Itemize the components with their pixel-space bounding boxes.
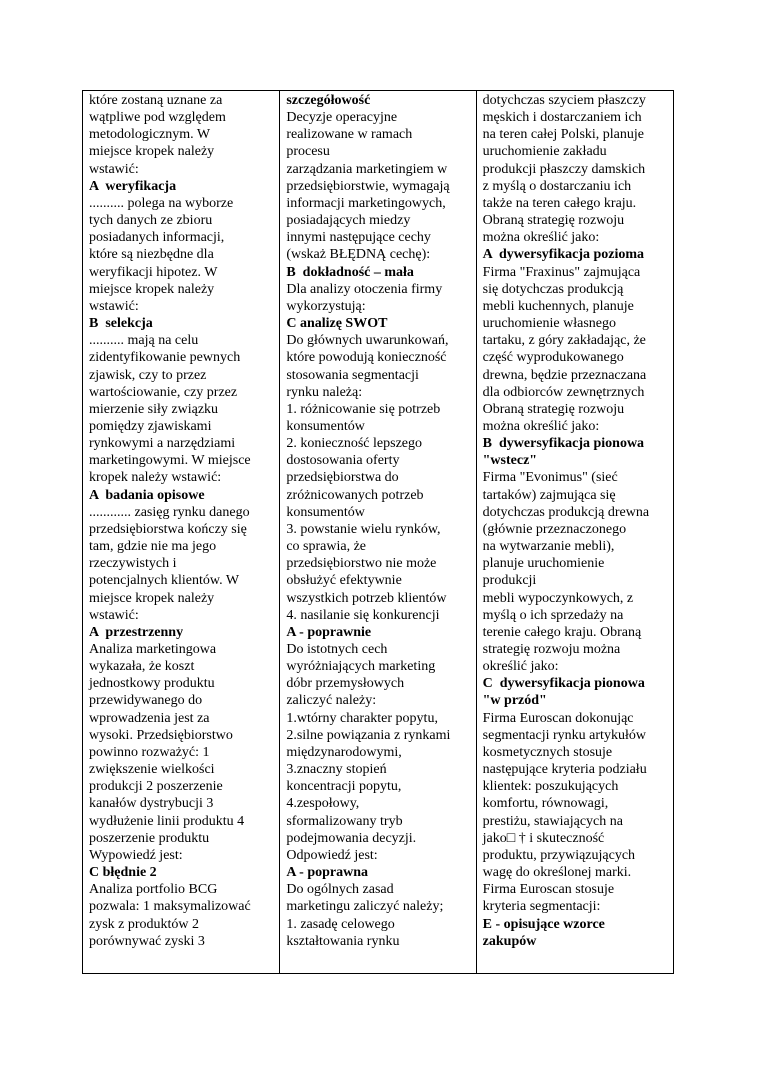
text-line: dotychczas produkcją drewna <box>482 504 650 520</box>
text-line: które są niezbędne dla <box>89 247 214 263</box>
text-line: wstawić: <box>89 161 139 177</box>
answer-line: B dywersyfikacja pionowa <box>482 436 645 452</box>
text-line: strategię rozwoju można <box>482 642 621 657</box>
text-line: obsłużyć efektywnie <box>286 573 402 589</box>
text-line: Obraną strategię rozwoju <box>482 401 625 417</box>
text-line: Odpowiedź jest: <box>286 847 378 863</box>
text-line: można określić jako: <box>482 418 600 434</box>
text-line: dóbr przemysłowych <box>286 676 405 692</box>
text-line: kosmetycznych stosuje <box>482 744 613 760</box>
answer-table <box>82 90 674 974</box>
text-line: 4. nasilanie się konkurencji <box>286 607 440 623</box>
table-column-3 <box>476 91 673 973</box>
text-line: powinno rozważyć: 1 <box>89 744 210 760</box>
text-line: produkcji 2 poszerzenie <box>89 779 223 795</box>
text-line: Firma "Fraxinus" zajmująca <box>482 264 641 280</box>
text-line: ............ zasięg rynku danego <box>89 504 250 520</box>
text-line: międzynarodowymi, <box>286 744 402 760</box>
text-line: porównywać zyski 3 <box>89 933 205 949</box>
text-line: wysoki. Przedsiębiorstwo <box>89 727 233 743</box>
text-line: .......... mają na celu <box>89 333 199 349</box>
table-column-2 <box>279 91 475 973</box>
text-line: miejsce kropek należy <box>89 590 215 606</box>
text-line: produkcji <box>482 573 537 589</box>
text-line: tartaku, z góry zakładając, że <box>482 333 646 349</box>
answer-line: "w przód" <box>482 693 547 709</box>
text-line: także na teren całego kraju. <box>482 195 637 211</box>
text-line: które powodują konieczność <box>286 350 447 366</box>
text-line: procesu <box>286 144 330 160</box>
text-line: miejsce kropek należy <box>89 281 215 297</box>
text-line: produktu, przywiązujących <box>482 847 636 863</box>
text-line: realizowane w ramach <box>286 127 413 143</box>
text-line: Dla analizy otoczenia firmy <box>286 281 443 297</box>
answer-line: C analizę SWOT <box>286 316 388 332</box>
text-line: 3.znaczny stopień <box>286 762 387 778</box>
text-line: marketingu zaliczyć należy; <box>286 899 444 915</box>
text-line: weryfikacji hipotez. W <box>89 264 218 280</box>
text-line: Obraną strategię rozwoju <box>482 213 625 229</box>
text-line: uruchomienie zakładu <box>482 144 607 160</box>
text-line: innymi następujące cechy <box>286 230 431 246</box>
text-line: Decyzje operacyjne <box>286 110 398 126</box>
text-line: męskich i dostarczaniem ich <box>482 110 642 126</box>
answer-line: szczegółowość <box>286 93 371 108</box>
text-line: zidentyfikowanie pewnych <box>89 350 241 366</box>
text-line: posiadanych informacji, <box>89 230 225 246</box>
text-line: przedsiębiorstwie, wymagają <box>286 178 450 194</box>
text-line: Do głównych uwarunkowań, <box>286 333 449 349</box>
answer-line: A dywersyfikacja pozioma <box>482 247 645 263</box>
answer-line: "wstecz" <box>482 453 538 469</box>
text-line: jednostkowy produktu <box>89 676 215 692</box>
text-line: dla odbiorców zewnętrznych <box>482 384 645 400</box>
text-line: dotychczas szyciem płaszczy <box>482 93 646 108</box>
text-line: zarządzania marketingiem w <box>286 161 448 177</box>
text-line: które zostaną uznane za <box>89 93 223 108</box>
text-line: klientek: poszukujących <box>482 779 619 795</box>
table-column-1 <box>83 91 279 973</box>
text-line: na wytwarzanie mebli), <box>482 539 615 555</box>
text-line: Firma Euroscan stosuje <box>482 882 615 898</box>
text-line: (wskaż BŁĘDNĄ cechę): <box>286 247 431 263</box>
text-line: określić jako: <box>482 659 559 675</box>
text-line: rynkowymi a narzędziami <box>89 436 236 452</box>
text-line: się dotychczas produkcją <box>482 281 624 297</box>
answer-line: A - poprawna <box>286 865 369 881</box>
text-line: wstawić: <box>89 607 139 623</box>
text-line: produkcji płaszczy damskich <box>482 161 646 177</box>
text-line: przedsiębiorstwa do <box>286 470 399 486</box>
text-line: wątpliwe pod względem <box>89 110 226 126</box>
text-line: wprowadzenia jest za <box>89 710 210 726</box>
text-line: prestiżu, stawiających na <box>482 813 623 829</box>
answer-line: E - opisujące wzorce <box>482 916 605 932</box>
text-line: przewidywanego do <box>89 693 203 709</box>
text-line: przedsiębiorstwa kończy się <box>89 521 247 537</box>
text-line: 1. różnicowanie się potrzeb <box>286 401 441 417</box>
answer-line: B dokładność – mała <box>286 264 414 280</box>
text-line: co sprawia, że <box>286 539 367 555</box>
text-line: planuje uruchomienie <box>482 556 605 572</box>
text-line: wagę do określonej marki. <box>482 865 632 881</box>
text-line: przedsiębiorstwo nie może <box>286 556 437 572</box>
text-line: Firma "Evonimus" (sieć <box>482 470 618 486</box>
text-line: mierzenie siły związku <box>89 401 219 417</box>
text-line: wyróżniających marketing <box>286 659 436 675</box>
text-line: 3. powstanie wielu rynków, <box>286 521 441 537</box>
text-line: rynku należą: <box>286 384 363 400</box>
text-line: pozwala: 1 maksymalizować <box>89 899 251 915</box>
answer-line: A badania opisowe <box>89 487 205 503</box>
text-line: z myślą o dostarczaniu ich <box>482 178 632 194</box>
text-line: komfortu, równowagi, <box>482 796 609 812</box>
text-line: wykazała, że koszt <box>89 659 195 675</box>
text-line: konsumentów <box>286 504 365 520</box>
text-line: kropek należy wstawić: <box>89 470 222 486</box>
text-line: następujące kryteria podziału <box>482 762 647 778</box>
answer-line: B selekcja <box>89 316 153 332</box>
text-line: na teren całej Polski, planuje <box>482 127 644 143</box>
text-line: jako□ † i skuteczność <box>482 830 605 846</box>
text-line: 4.zespołowy, <box>286 796 360 812</box>
text-line: 2. konieczność lepszego <box>286 436 423 452</box>
text-line: informacji marketingowych, <box>286 195 446 211</box>
text-line: 1. zasadę celowego <box>286 916 395 932</box>
text-line: zjawisk, czy to przez <box>89 367 207 383</box>
text-line: Analiza portfolio BCG <box>89 882 218 898</box>
answer-line: A - poprawnie <box>286 624 372 640</box>
text-line: Do ogólnych zasad <box>286 882 394 898</box>
text-line: poszerzenie produktu <box>89 830 210 846</box>
text-line: zwiększenie wielkości <box>89 762 215 778</box>
text-line: Firma Euroscan dokonując <box>482 710 634 726</box>
text-line: wstawić: <box>89 298 139 314</box>
text-line: zaliczyć należy: <box>286 693 377 709</box>
text-line: kształtowania rynku <box>286 933 400 949</box>
text-line: mebli kuchennych, planuje <box>482 298 634 314</box>
text-line: wydłużenie linii produktu 4 <box>89 813 245 829</box>
text-line: potencjalnych klientów. W <box>89 573 240 589</box>
text-line: uruchomienie własnego <box>482 316 617 332</box>
text-line: konsumentów <box>286 418 365 434</box>
answer-line: C błędnie 2 <box>89 865 157 881</box>
text-line: marketingowymi. W miejsce <box>89 453 251 469</box>
text-line: tartaków) zajmująca się <box>482 487 616 503</box>
text-line: wykorzystują: <box>286 298 366 314</box>
answer-line: C dywersyfikacja pionowa <box>482 676 645 692</box>
text-line: koncentracji popytu, <box>286 779 402 795</box>
text-line: podejmowania decyzji. <box>286 830 417 846</box>
text-line: pomiędzy zjawiskami <box>89 418 212 434</box>
text-line: sformalizowany tryb <box>286 813 403 829</box>
text-line: 1.wtórny charakter popytu, <box>286 710 438 726</box>
text-line: wartościowanie, czy przez <box>89 384 238 400</box>
text-line: mebli wypoczynkowych, z <box>482 590 634 606</box>
text-line: myślą o ich sprzedaży na <box>482 607 624 623</box>
text-line: Wypowiedź jest: <box>89 847 183 863</box>
answer-line: A weryfikacja <box>89 178 177 194</box>
text-line: kanałów dystrybucji 3 <box>89 796 214 812</box>
text-line: .......... polega na wyborze <box>89 195 234 211</box>
text-line: tych danych ze zbioru <box>89 213 213 229</box>
text-line: część wyprodukowanego <box>482 350 624 366</box>
text-line: posiadających miedzy <box>286 213 411 229</box>
text-line: segmentacji rynku artykułów <box>482 727 646 743</box>
text-line: 2.silne powiązania z rynkami <box>286 727 451 743</box>
text-line: kryteria segmentacji: <box>482 899 601 915</box>
text-line: tam, gdzie nie ma jego <box>89 539 217 555</box>
text-line: drewna, będzie przeznaczana <box>482 367 647 383</box>
answer-line: A przestrzenny <box>89 624 184 640</box>
text-line: zróżnicowanych potrzeb <box>286 487 424 503</box>
text-line: metodologicznym. W <box>89 127 211 143</box>
answer-line: zakupów <box>482 933 537 949</box>
text-line: wszystkich potrzeb klientów <box>286 590 447 606</box>
text-line: terenie całego kraju. Obraną <box>482 624 642 640</box>
text-line: stosowania segmentacji <box>286 367 419 383</box>
text-line: można określić jako: <box>482 230 600 246</box>
text-line: miejsce kropek należy <box>89 144 215 160</box>
text-line: Do istotnych cech <box>286 642 388 657</box>
text-line: Analiza marketingowa <box>89 642 217 657</box>
text-line: (głównie przeznaczonego <box>482 521 627 537</box>
text-line: dostosowania oferty <box>286 453 400 469</box>
text-line: rzeczywistych i <box>89 556 177 572</box>
text-line: zysk z produktów 2 <box>89 916 200 932</box>
